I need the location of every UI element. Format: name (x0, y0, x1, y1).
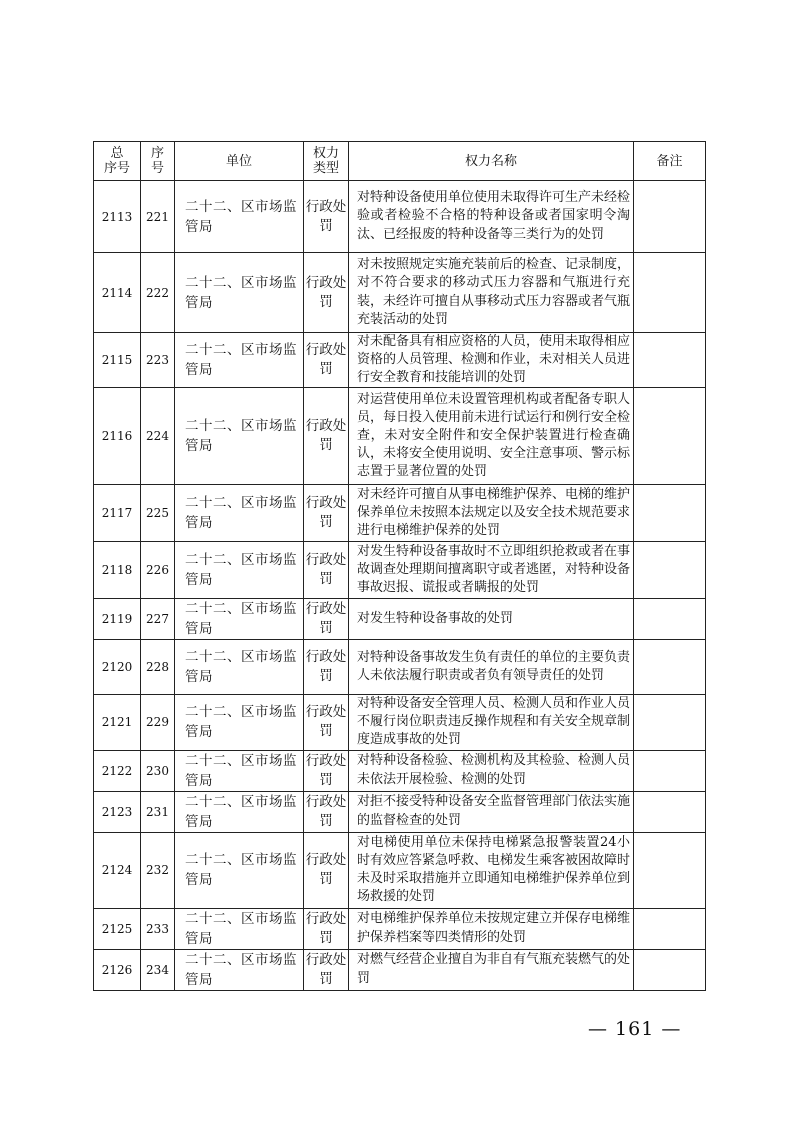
total-number-cell: 2119 (94, 599, 141, 640)
seq-number-cell: 224 (141, 388, 175, 485)
power-name-cell: 对拒不接受特种设备安全监督管理部门依法实施的监督检查的处罚 (349, 791, 634, 832)
power-list-table (93, 141, 706, 991)
power-type-cell: 行政处罚 (304, 640, 349, 695)
seq-number-cell: 229 (141, 695, 175, 750)
total-number-cell: 2124 (94, 832, 141, 908)
table-row (94, 832, 706, 908)
note-cell (634, 333, 706, 388)
power-type-cell: 行政处罚 (304, 949, 349, 990)
power-type-cell: 行政处罚 (304, 181, 349, 253)
total-number-cell: 2117 (94, 485, 141, 542)
power-type-cell: 行政处罚 (304, 908, 349, 949)
total-number-cell: 2121 (94, 695, 141, 750)
total-number-cell: 2125 (94, 908, 141, 949)
total-number-cell: 2126 (94, 949, 141, 990)
total-number-cell: 2115 (94, 333, 141, 388)
note-cell (634, 485, 706, 542)
table-body (94, 181, 706, 991)
seq-number-cell: 221 (141, 181, 175, 253)
unit-cell: 二十二、区市场监管局 (175, 599, 304, 640)
power-name-cell: 对运营使用单位未设置管理机构或者配备专职人员，每日投入使用前未进行试运行和例行安全检查，未对安全附件和安全保护装置进行检查确认，未将安全使用说明、安全注意事项、警示标志置于显著位置的处罚 (349, 388, 634, 485)
seq-number-cell: 232 (141, 832, 175, 908)
table-row (94, 485, 706, 542)
unit-cell: 二十二、区市场监管局 (175, 750, 304, 791)
table-row (94, 253, 706, 333)
header-note: 备注 (634, 142, 706, 181)
unit-cell: 二十二、区市场监管局 (175, 542, 304, 599)
seq-number-cell: 233 (141, 908, 175, 949)
power-type-cell: 行政处罚 (304, 388, 349, 485)
seq-number-cell: 222 (141, 253, 175, 333)
note-cell (634, 949, 706, 990)
seq-number-cell: 223 (141, 333, 175, 388)
power-name-cell: 对未配备具有相应资格的人员，使用未取得相应资格的人员管理、检测和作业，未对相关人员进行安全教育和技能培训的处罚 (349, 333, 634, 388)
note-cell (634, 599, 706, 640)
page-number: — 161 — (588, 1018, 682, 1040)
total-number-cell: 2113 (94, 181, 141, 253)
table-row (94, 542, 706, 599)
unit-cell: 二十二、区市场监管局 (175, 253, 304, 333)
note-cell (634, 640, 706, 695)
unit-cell: 二十二、区市场监管局 (175, 832, 304, 908)
seq-number-cell: 226 (141, 542, 175, 599)
note-cell (634, 791, 706, 832)
table-row (94, 388, 706, 485)
note-cell (634, 908, 706, 949)
header-type-line2: 类型 (312, 161, 339, 176)
power-name-cell: 对未按照规定实施充装前后的检查、记录制度，对不符合要求的移动式压力容器和气瓶进行充装，未经许可擅自从事移动式压力容器或者气瓶充装活动的处罚 (349, 253, 634, 333)
header-seq-line1: 序 (150, 146, 164, 161)
power-type-cell: 行政处罚 (304, 791, 349, 832)
unit-cell: 二十二、区市场监管局 (175, 695, 304, 750)
note-cell (634, 695, 706, 750)
table-row (94, 949, 706, 990)
note-cell (634, 388, 706, 485)
power-type-cell: 行政处罚 (304, 832, 349, 908)
table-row (94, 791, 706, 832)
header-unit: 单位 (175, 142, 304, 181)
power-type-cell: 行政处罚 (304, 750, 349, 791)
header-row (94, 142, 706, 181)
table-row (94, 333, 706, 388)
power-name-cell: 对发生特种设备事故时不立即组织抢救或者在事故调查处理期间擅离职守或者逃匿，对特种设备事故迟报、谎报或者瞒报的处罚 (349, 542, 634, 599)
power-type-cell: 行政处罚 (304, 695, 349, 750)
seq-number-cell: 228 (141, 640, 175, 695)
seq-number-cell: 230 (141, 750, 175, 791)
unit-cell: 二十二、区市场监管局 (175, 908, 304, 949)
header-total-line2: 序号 (103, 161, 130, 176)
total-number-cell: 2118 (94, 542, 141, 599)
power-name-cell: 对电梯使用单位未保持电梯紧急报警装置24小时有效应答紧急呼救、电梯发生乘客被困故障时未及时采取措施并立即通知电梯维护保养单位到场救援的处罚 (349, 832, 634, 908)
power-type-cell: 行政处罚 (304, 599, 349, 640)
power-type-cell: 行政处罚 (304, 253, 349, 333)
unit-cell: 二十二、区市场监管局 (175, 181, 304, 253)
note-cell (634, 542, 706, 599)
power-name-cell: 对未经许可擅自从事电梯维护保养、电梯的维护保养单位未按照本法规定以及安全技术规范要求进行电梯维护保养的处罚 (349, 485, 634, 542)
note-cell (634, 253, 706, 333)
total-number-cell: 2116 (94, 388, 141, 485)
table-row (94, 599, 706, 640)
table-row (94, 181, 706, 253)
header-power-type (304, 142, 349, 181)
header-seq-number (141, 142, 175, 181)
power-name-cell: 对电梯维护保养单位未按规定建立并保存电梯维护保养档案等四类情形的处罚 (349, 908, 634, 949)
note-cell (634, 750, 706, 791)
seq-number-cell: 225 (141, 485, 175, 542)
unit-cell: 二十二、区市场监管局 (175, 640, 304, 695)
header-total-number (94, 142, 141, 181)
unit-cell: 二十二、区市场监管局 (175, 791, 304, 832)
unit-cell: 二十二、区市场监管局 (175, 388, 304, 485)
seq-number-cell: 231 (141, 791, 175, 832)
header-total-line1: 总 (110, 146, 124, 161)
note-cell (634, 832, 706, 908)
seq-number-cell: 234 (141, 949, 175, 990)
seq-number-cell: 227 (141, 599, 175, 640)
unit-cell: 二十二、区市场监管局 (175, 485, 304, 542)
total-number-cell: 2122 (94, 750, 141, 791)
table-row (94, 640, 706, 695)
unit-cell: 二十二、区市场监管局 (175, 333, 304, 388)
power-name-cell: 对特种设备事故发生负有责任的单位的主要负责人未依法履行职责或者负有领导责任的处罚 (349, 640, 634, 695)
power-name-cell: 对发生特种设备事故的处罚 (349, 599, 634, 640)
table-row (94, 908, 706, 949)
table-row (94, 695, 706, 750)
header-seq-line2: 号 (150, 161, 164, 176)
total-number-cell: 2114 (94, 253, 141, 333)
table-row (94, 750, 706, 791)
total-number-cell: 2123 (94, 791, 141, 832)
header-power-name: 权力名称 (349, 142, 634, 181)
power-name-cell: 对燃气经营企业擅自为非自有气瓶充装燃气的处罚 (349, 949, 634, 990)
note-cell (634, 181, 706, 253)
power-name-cell: 对特种设备安全管理人员、检测人员和作业人员不履行岗位职责违反操作规程和有关安全规章制度造成事故的处罚 (349, 695, 634, 750)
power-type-cell: 行政处罚 (304, 485, 349, 542)
header-type-line1: 权力 (312, 146, 339, 161)
power-name-cell: 对特种设备检验、检测机构及其检验、检测人员未依法开展检验、检测的处罚 (349, 750, 634, 791)
unit-cell: 二十二、区市场监管局 (175, 949, 304, 990)
power-type-cell: 行政处罚 (304, 542, 349, 599)
power-type-cell: 行政处罚 (304, 333, 349, 388)
power-name-cell: 对特种设备使用单位使用未取得许可生产未经检验或者检验不合格的特种设备或者国家明令淘汰、已经报废的特种设备等三类行为的处罚 (349, 181, 634, 253)
total-number-cell: 2120 (94, 640, 141, 695)
